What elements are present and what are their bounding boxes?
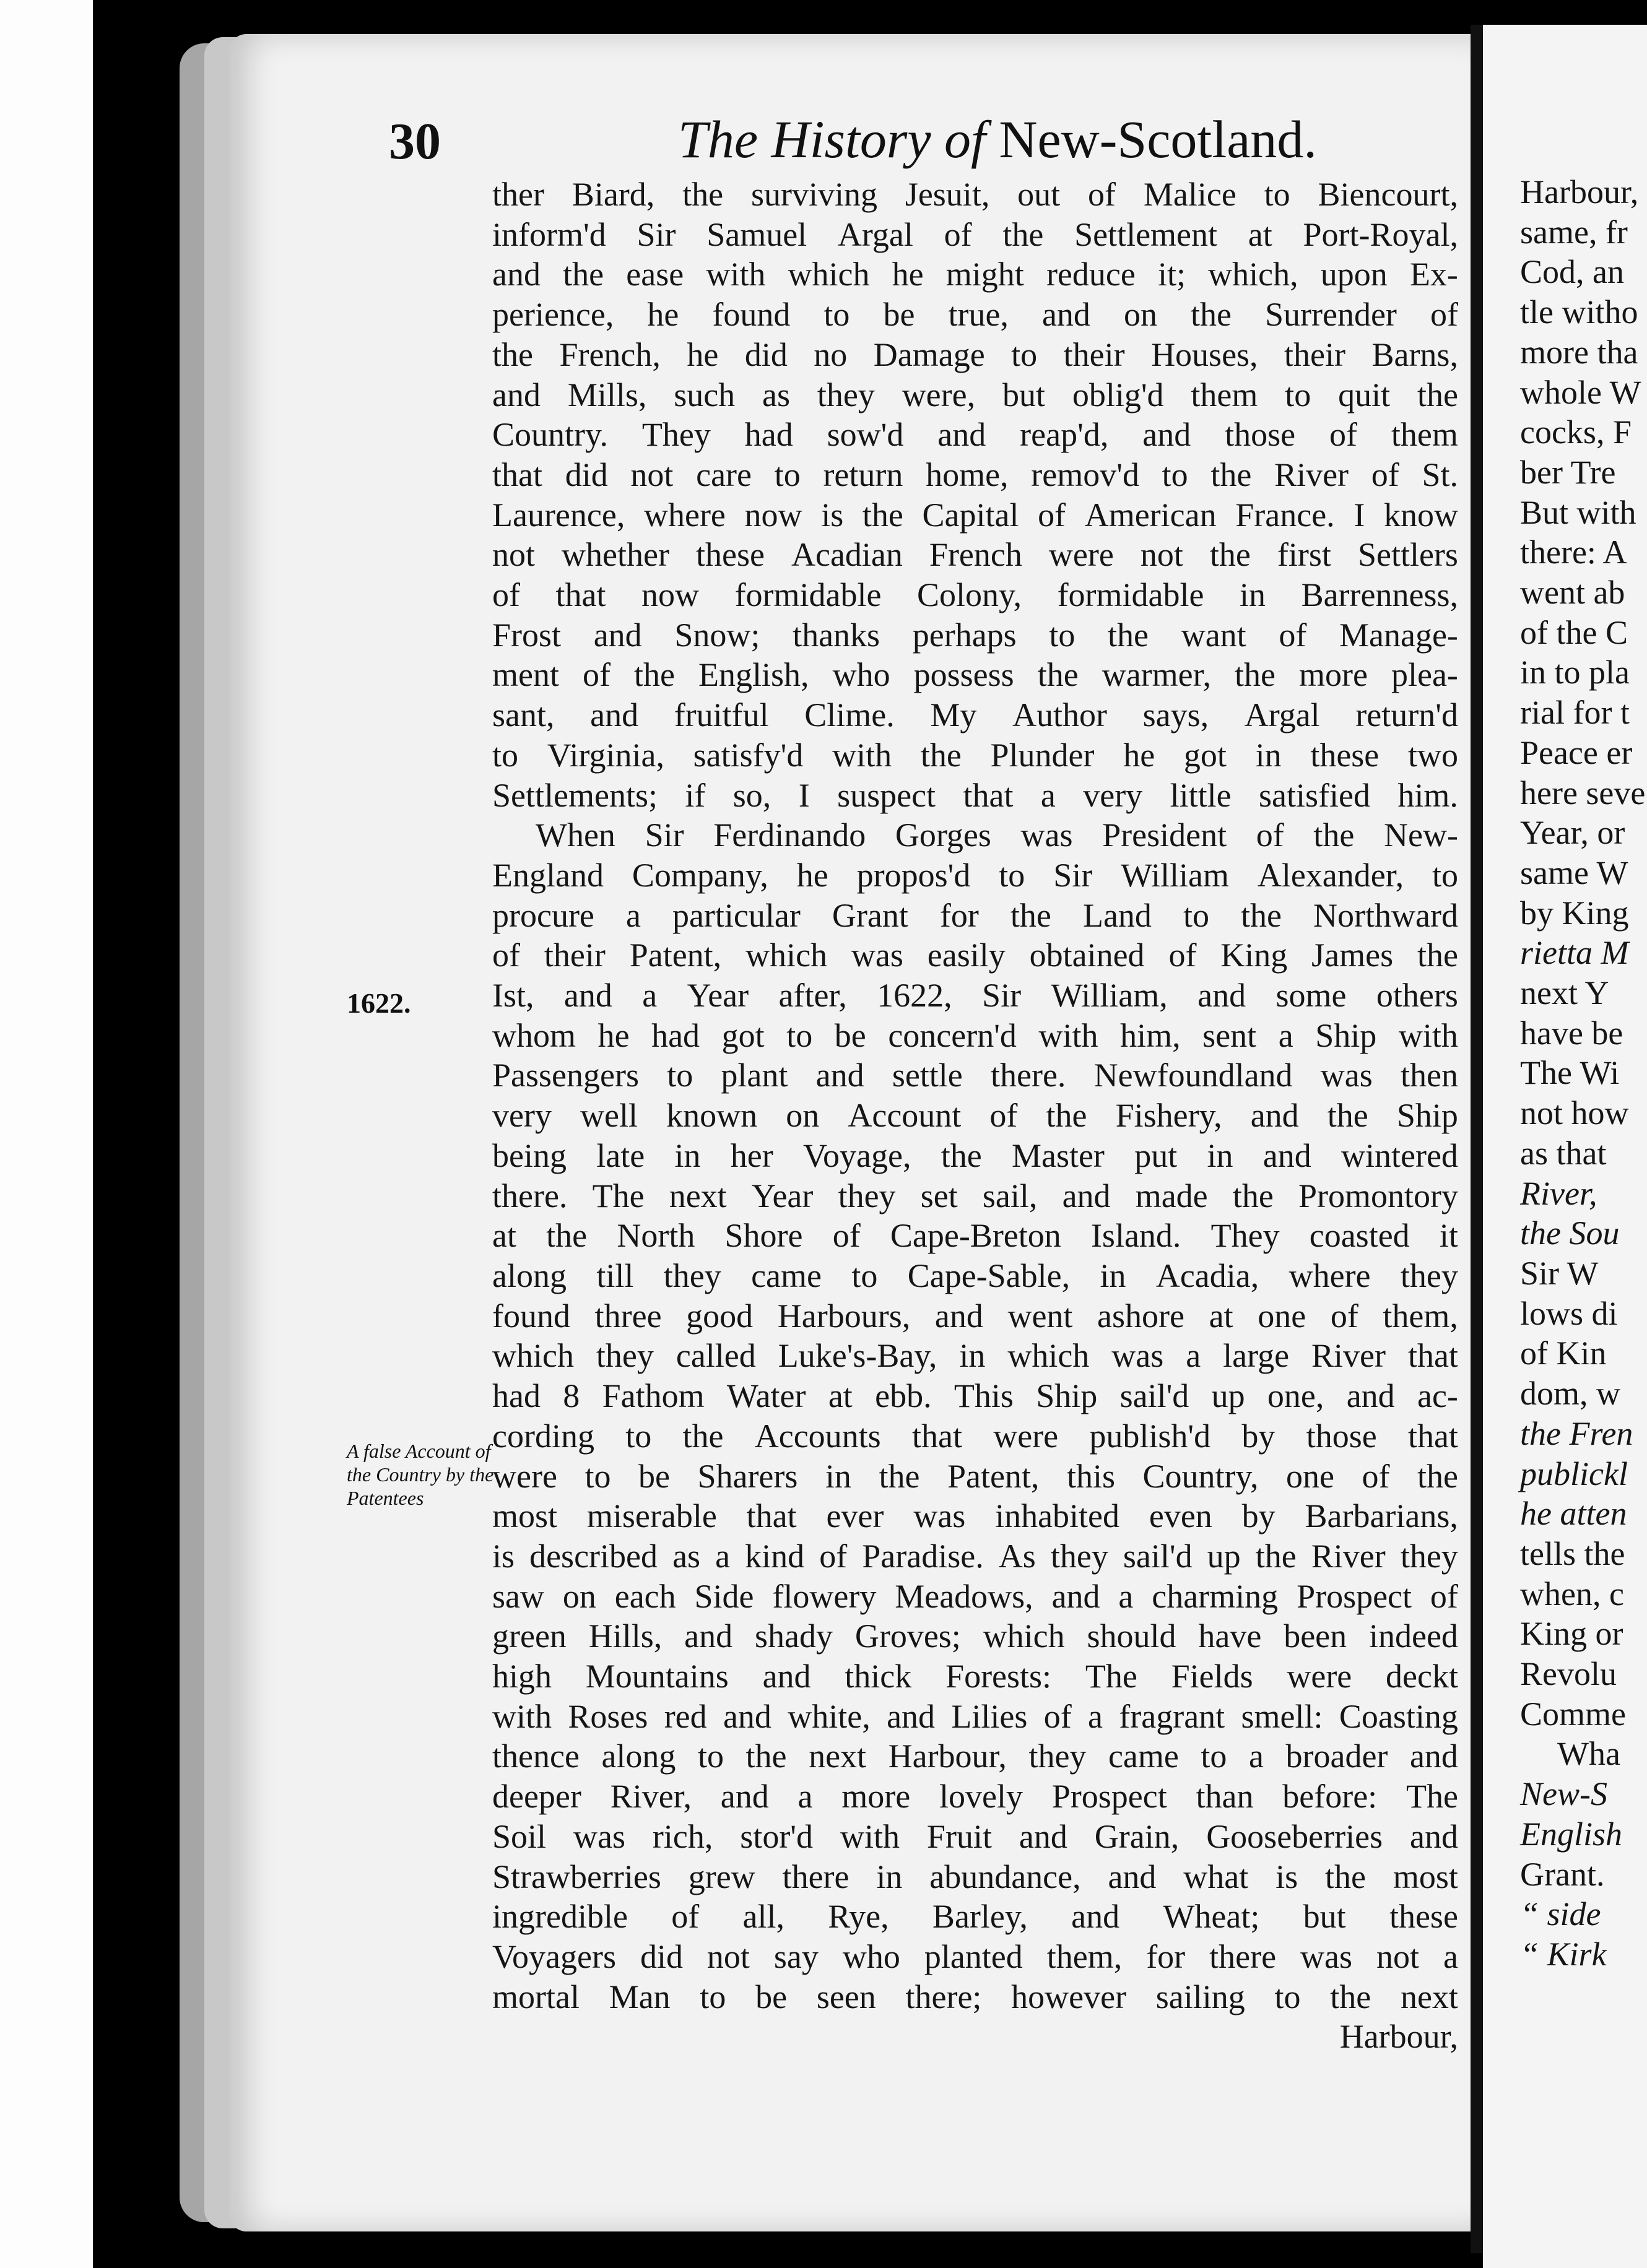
right-text-line: Year, or — [1520, 814, 1625, 852]
text-line: Voyagers did not say who planted them, for there was not a — [492, 1937, 1458, 1975]
text-line: Passengers to plant and settle there. Newfoundland was then — [492, 1057, 1458, 1094]
text-line: found three good Harbours, and went ashore at one of them, — [492, 1297, 1458, 1335]
right-text-line: more tha — [1520, 333, 1638, 371]
text-line: of their Patent, which was easily obtained of King James the — [492, 937, 1458, 974]
right-text-line: lows di — [1520, 1294, 1618, 1332]
right-text-line: whole W — [1520, 373, 1641, 411]
right-text-line: by King — [1520, 894, 1629, 932]
right-text-line: Revolu — [1520, 1655, 1617, 1693]
text-line: ingredible of all, Rye, Barley, and Wheat; but these — [492, 1898, 1458, 1936]
text-line: and Mills, such as they were, but oblig'd them to quit the — [492, 376, 1458, 413]
right-text-line: River, — [1520, 1174, 1597, 1212]
text-line: with Roses red and white, and Lilies of a fragrant smell: Coasting — [492, 1697, 1458, 1735]
text-line: most miserable that ever was inhabited even by Barbarians, — [492, 1497, 1458, 1535]
text-line: that did not care to return home, remov'd to the River of St. — [492, 456, 1458, 493]
right-page — [1483, 25, 1647, 2268]
right-text-line: same, fr — [1520, 213, 1628, 251]
right-text-line: ber Tre — [1520, 453, 1616, 491]
text-line: is described as a kind of Paradise. As they sail'd up the River they — [492, 1537, 1458, 1575]
running-title-italic: The History of — [678, 110, 986, 169]
text-line: the French, he did no Damage to their Houses, their Barns, — [492, 335, 1458, 373]
right-text-line: have be — [1520, 1014, 1623, 1052]
margin-year: 1622. — [347, 987, 411, 1019]
right-text-line: of the C — [1520, 613, 1628, 651]
text-line: whom he had got to be concern'd with him, sent a Ship with — [492, 1016, 1458, 1054]
text-line: had 8 Fathom Water at ebb. This Ship sail'd up one, and ac- — [492, 1377, 1458, 1415]
text-line: being late in her Voyage, the Master put in and wintered — [492, 1136, 1458, 1174]
right-text-line: not how — [1520, 1094, 1629, 1132]
right-text-line: in to pla — [1520, 654, 1630, 691]
right-text-line: dom, w — [1520, 1375, 1620, 1413]
page-number: 30 — [389, 113, 441, 170]
text-line: perience, he found to be true, and on the Surrender of — [492, 296, 1458, 334]
right-page-text — [1520, 172, 1645, 1975]
right-text-line: as that — [1520, 1134, 1607, 1172]
text-line: inform'd Sir Samuel Argal of the Settlement at Port-Royal, — [492, 215, 1458, 253]
right-text-line: “ Kirk — [1520, 1935, 1607, 1973]
right-text-line: same W — [1520, 854, 1628, 891]
right-text-line: “ side — [1520, 1895, 1601, 1933]
right-text-line: King or — [1520, 1615, 1623, 1653]
running-title-roman: New-Scotland. — [999, 110, 1317, 169]
text-line: England Company, he propos'd to Sir William Alexander, to — [492, 856, 1458, 894]
text-line: Harbour, — [1339, 2018, 1458, 2056]
text-line: and the ease with which he might reduce it; which, upon Ex- — [492, 256, 1458, 293]
right-text-line: Sir W — [1520, 1254, 1599, 1292]
right-text-line: Cod, an — [1520, 253, 1624, 291]
right-text-line: cocks, F — [1520, 413, 1632, 451]
right-text-line: tle witho — [1520, 293, 1638, 331]
right-text-line: went ab — [1520, 574, 1625, 612]
right-text-line: of Kin — [1520, 1335, 1607, 1372]
text-line: at the North Shore of Cape-Breton Island. They coasted it — [492, 1217, 1458, 1255]
text-line: ment of the English, who possess the warmer, the more plea- — [492, 656, 1458, 694]
text-line: Frost and Snow; thanks perhaps to the want of Manage- — [492, 616, 1458, 654]
text-line: very well known on Account of the Fishery, and the Ship — [492, 1097, 1458, 1135]
right-text-line: he atten — [1520, 1495, 1627, 1533]
text-line: Soil was rich, stor'd with Fruit and Grain, Gooseberries and — [492, 1817, 1458, 1855]
text-line: high Mountains and thick Forests: The Fields were deckt — [492, 1658, 1458, 1695]
right-text-line: Harbour, — [1520, 173, 1639, 210]
text-line: there. The next Year they set sail, and made the Promontory — [492, 1177, 1458, 1214]
right-text-line: the Fren — [1520, 1414, 1633, 1452]
body-text — [492, 175, 1458, 2057]
text-line: ther Biard, the surviving Jesuit, out of Malice to Biencourt, — [492, 176, 1458, 213]
right-text-line: English — [1520, 1815, 1623, 1853]
text-line: Country. They had sow'd and reap'd, and those of them — [492, 416, 1458, 454]
text-line: green Hills, and shady Groves; which should have been indeed — [492, 1617, 1458, 1655]
text-line: mortal Man to be seen there; however sailing to the next — [492, 1978, 1458, 2015]
text-line: were to be Sharers in the Patent, this Country, one of the — [492, 1457, 1458, 1495]
margin-note: A false Account of the Country by the Patentees — [347, 1440, 494, 1509]
scan-margin — [0, 0, 93, 2268]
right-text-line: The Wi — [1520, 1054, 1620, 1092]
text-line: procure a particular Grant for the Land to the Northward — [492, 896, 1458, 934]
text-line: which they called Luke's-Bay, in which was a large River that — [492, 1337, 1458, 1375]
right-text-line: when, c — [1520, 1575, 1624, 1612]
text-line: sant, and fruitful Clime. My Author says, Argal return'd — [492, 696, 1458, 734]
right-text-line: here seve — [1520, 774, 1646, 812]
text-line: of that now formidable Colony, formidable in Barrenness, — [492, 576, 1458, 614]
text-line: Ist, and a Year after, 1622, Sir William, and some others — [492, 977, 1458, 1015]
text-line: not whether these Acadian French were not the first Settlers — [492, 536, 1458, 574]
text-line: along till they came to Cape-Sable, in Acadia, where they — [492, 1257, 1458, 1294]
text-line: Settlements; if so, I suspect that a very little satisfied him. — [492, 776, 1458, 814]
text-line: to Virginia, satisfy'd with the Plunder he got in these two — [492, 736, 1458, 774]
right-text-line: Peace er — [1520, 734, 1633, 771]
running-title — [678, 108, 1317, 170]
text-line: saw on each Side flowery Meadows, and a charming Prospect of — [492, 1577, 1458, 1615]
right-text-line: Wha — [1557, 1735, 1620, 1773]
right-text-line: New-S — [1520, 1775, 1607, 1813]
text-line: Laurence, where now is the Capital of American France. I know — [492, 496, 1458, 534]
right-text-line: next Y — [1520, 974, 1609, 1012]
right-text-line: tells the — [1520, 1534, 1625, 1572]
text-line: cording to the Accounts that were publish'd by those that — [492, 1417, 1458, 1455]
right-text-line: rial for t — [1520, 694, 1630, 732]
right-text-line: the Sou — [1520, 1214, 1620, 1252]
right-text-line: But with — [1520, 493, 1636, 531]
right-text-line: there: A — [1520, 534, 1627, 571]
text-line: When Sir Ferdinando Gorges was President of the New- — [536, 816, 1458, 854]
text-line: Strawberries grew there in abundance, and what is the most — [492, 1858, 1458, 1895]
right-text-line: Grant. — [1520, 1855, 1605, 1893]
text-line: thence along to the next Harbour, they came to a broader and — [492, 1738, 1458, 1775]
right-text-line: publickl — [1520, 1455, 1628, 1492]
right-text-line: rietta M — [1520, 934, 1629, 972]
text-line: deeper River, and a more lovely Prospect than before: The — [492, 1778, 1458, 1816]
right-text-line: Comme — [1520, 1695, 1626, 1733]
